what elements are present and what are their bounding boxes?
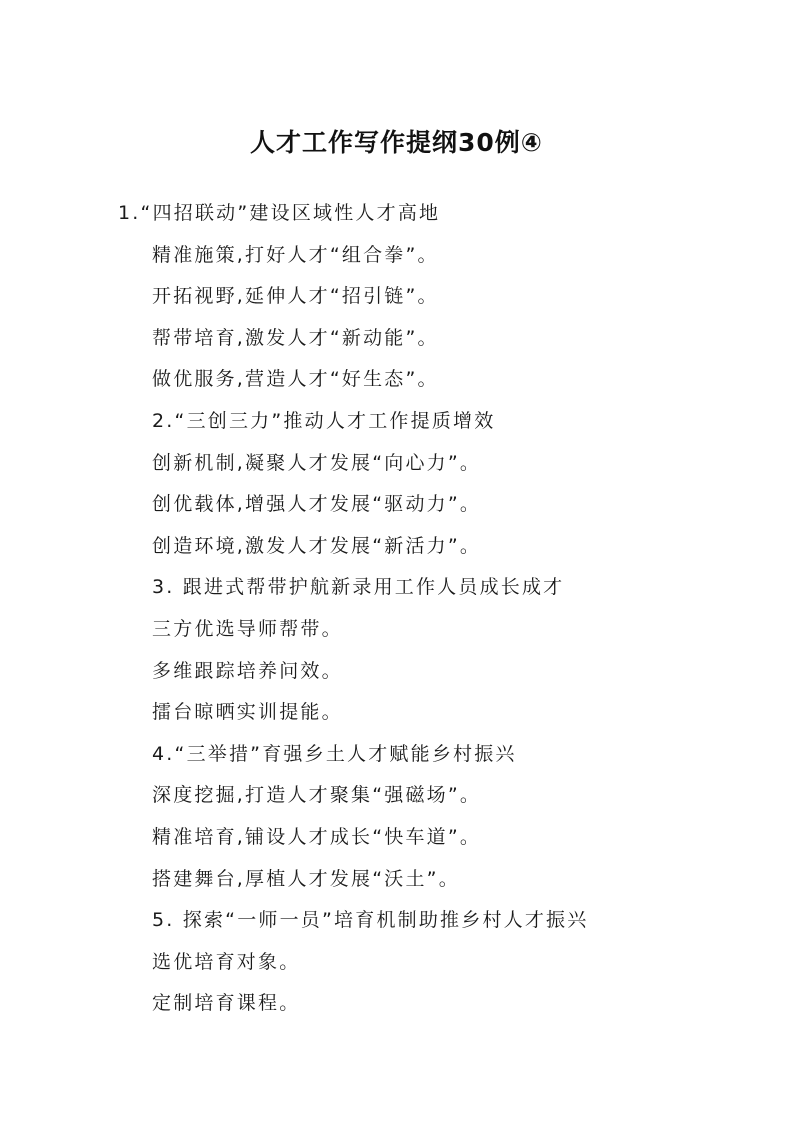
body-line: 3. 跟进式帮带护航新录用工作人员成长成才 — [152, 576, 565, 599]
body-line: 5. 探索“一师一员”培育机制助推乡村人才振兴 — [152, 909, 589, 932]
body-line: 定制培育课程。 — [152, 992, 301, 1015]
body-line: 开拓视野,延伸人才“招引链”。 — [152, 285, 439, 308]
body-line: 创优载体,增强人才发展“驱动力”。 — [152, 493, 482, 516]
body-line: 深度挖掘,打造人才聚集“强磁场”。 — [152, 784, 482, 807]
body-line: 选优培育对象。 — [152, 950, 301, 973]
body-line: 2.“三创三力”推动人才工作提质增效 — [152, 410, 496, 432]
body-line: 擂台晾晒实训提能。 — [152, 701, 343, 724]
body-line: 4.“三举措”育强乡土人才赋能乡村振兴 — [152, 742, 517, 765]
body-line: 多维跟踪培养问效。 — [152, 659, 343, 682]
heading-line: 1.“四招联动”建设区域性人才高地 — [118, 202, 441, 224]
body-line: 创新机制,凝聚人才发展“向心力”。 — [152, 451, 482, 474]
body-line: 帮带培育,激发人才“新动能”。 — [152, 326, 439, 349]
body-line: 精准施策,打好人才“组合拳”。 — [152, 243, 439, 266]
body-line: 做优服务,营造人才“好生态”。 — [152, 368, 439, 391]
body-line: 三方优选导师帮带。 — [152, 618, 343, 640]
body-line: 精准培育,铺设人才成长“快车道”。 — [152, 826, 482, 848]
body-line: 搭建舞台,厚植人才发展“沃土”。 — [152, 867, 460, 890]
document-title: 人才工作写作提纲30例④ — [250, 128, 543, 157]
body-line: 创造环境,激发人才发展“新活力”。 — [152, 534, 482, 557]
